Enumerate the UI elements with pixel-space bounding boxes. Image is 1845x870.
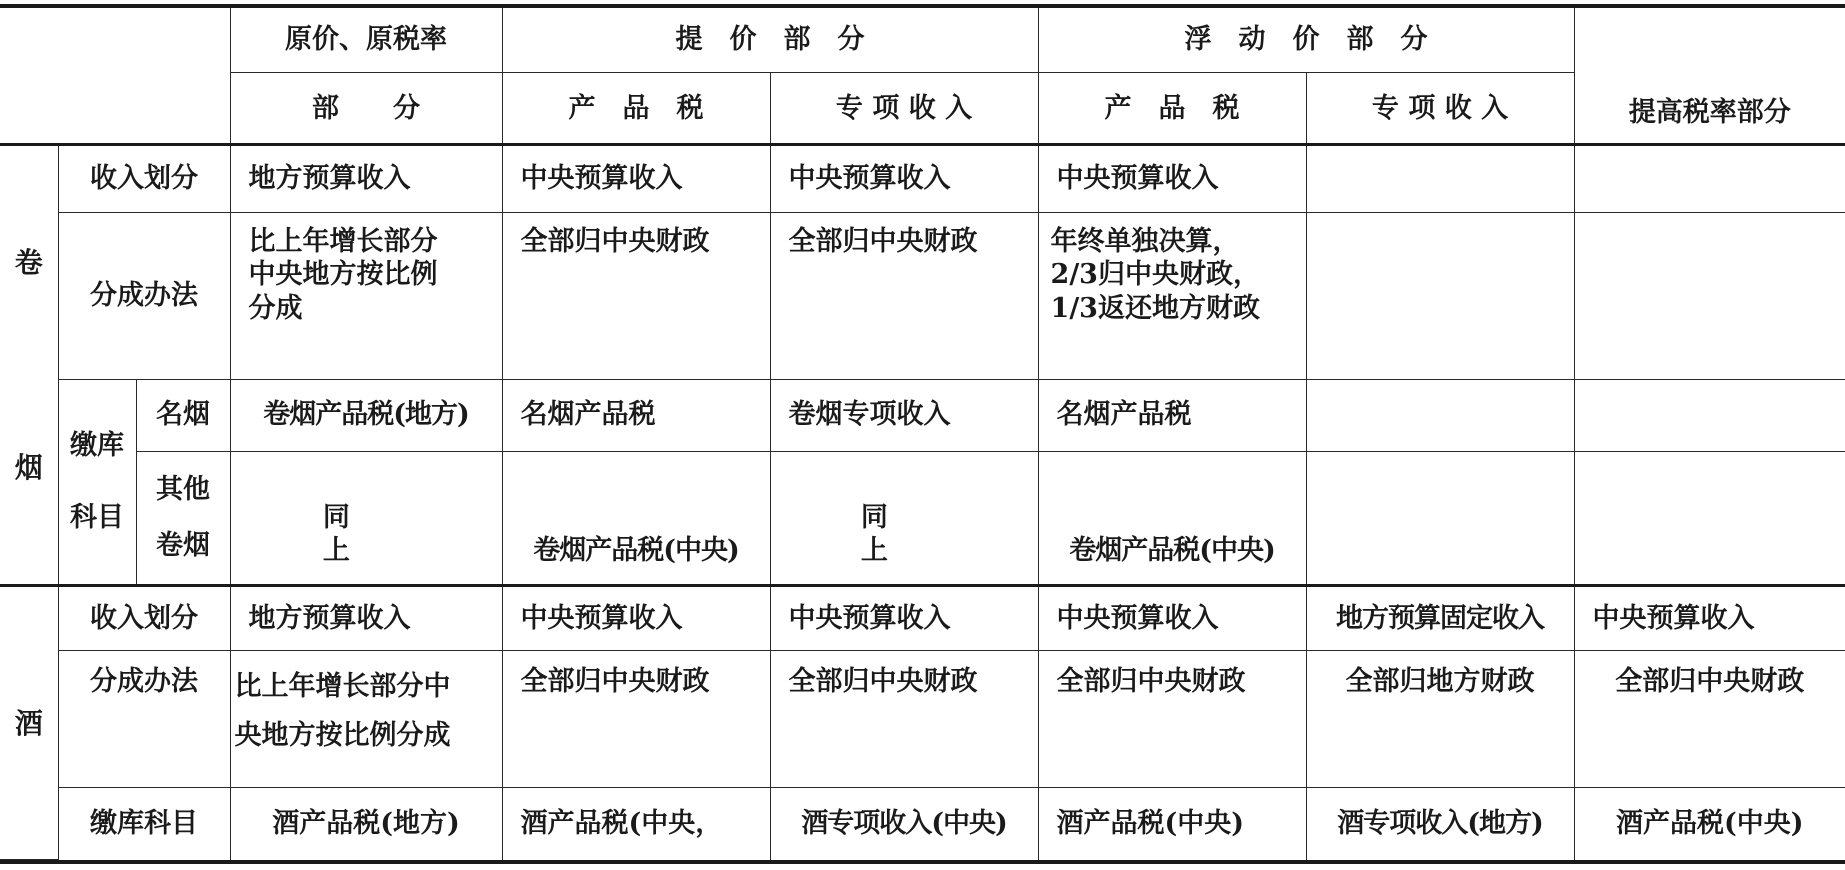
table-cell: 中央预算收入 [1038,586,1306,651]
cigarette-label-bottom: 烟 [14,451,43,485]
table-cell: 中央预算收入 [1038,145,1306,212]
row-label: 收入划分 [58,586,230,651]
table-cell [1306,212,1574,379]
table-cell: 中央预算收入 [1574,586,1845,651]
row-label-other-cigarette [136,451,230,586]
table-cell [1574,379,1845,451]
table-cell: 比上年增长部分 中央地方按比例 分成 [230,212,502,379]
table-cell: 卷烟产品税(中央) [1038,451,1306,586]
header-raise-special-income: 专 项 收 入 [770,73,1038,145]
cigarette-other-row-top [0,451,1845,518]
table-cell: 地方预算收入 [230,586,502,651]
revenue-sharing-table [0,8,1845,860]
table-cell [1574,212,1845,379]
row-label: 分成办法 [58,212,230,379]
table-cell [1306,145,1574,212]
other-label-line2: 卷烟 [156,529,211,561]
cigarette-income-row [0,145,1845,212]
table-cell: 比上年增长部分中 央地方按比例分成 [230,651,502,788]
header-float-special-income: 专 项 收 入 [1306,73,1574,145]
table-cell: 酒专项收入(地方) [1306,788,1574,860]
table-cell: 全部归地方财政 [1306,651,1574,788]
table-cell: 名烟产品税 [1038,379,1306,451]
table-cell: 同 上 [230,451,502,586]
table-cell: 中央预算收入 [502,586,770,651]
table-cell [1306,379,1574,451]
table-cell: 中央预算收入 [502,145,770,212]
treasury-label-line1: 缴库 [70,430,124,462]
table-cell: 酒产品税(中央) [1574,788,1845,860]
table-cell: 酒产品税(地方) [230,788,502,860]
table-cell [1574,451,1845,586]
table-cell: 全部归中央财政 [770,212,1038,379]
table-bottom-rule [0,860,1845,864]
header-row-2 [0,73,1845,145]
table-cell: 全部归中央财政 [502,651,770,788]
row-label: 收入划分 [58,145,230,212]
header-raise-product-tax: 产 品 税 [502,73,770,145]
table-cell: 中央预算收入 [770,586,1038,651]
table-cell: 名烟产品税 [502,379,770,451]
table-cell: 全部归中央财政 [502,212,770,379]
liquor-income-row [0,586,1845,651]
table-cell: 地方预算收入 [230,145,502,212]
liquor-treasury-row [0,788,1845,860]
table-cell: 卷烟产品税(地方) [230,379,502,451]
corner-cell [0,8,230,145]
table-cell: 地方预算固定收入 [1306,586,1574,651]
header-original-line1: 原价、原税率 [230,8,502,73]
table-cell: 全部归中央财政 [770,651,1038,788]
header-original-line2: 部 分 [230,73,502,145]
header-raise-group: 提 价 部 分 [502,8,1038,73]
liquor-sharing-row [0,651,1845,788]
cigarette-sharing-row [0,212,1845,379]
table-cell: 同 上 [770,451,1038,586]
table-cell: 酒专项收入(中央) [770,788,1038,860]
header-row-1 [0,8,1845,73]
table-cell: 年终单独决算， 2/3归中央财政， 1/3返还地方财政 [1038,212,1306,379]
header-float-product-tax: 产 品 税 [1038,73,1306,145]
liquor-category-label: 酒 [0,586,58,860]
table-cell: 中央预算收入 [770,145,1038,212]
row-label: 名烟 [136,379,230,451]
header-float-group: 浮 动 价 部 分 [1038,8,1574,73]
header-raise-rate: 提高税率部分 [1574,8,1845,145]
table-cell [1574,145,1845,212]
cigarette-famous-row [0,379,1845,451]
table-cell: 全部归中央财政 [1574,651,1845,788]
row-label: 分成办法 [58,651,230,788]
table-cell [1306,451,1574,586]
treasury-subject-label [58,379,136,585]
table-cell: 全部归中央财政 [1038,651,1306,788]
other-label-line1: 其他 [156,474,211,506]
table-cell: 卷烟专项收入 [770,379,1038,451]
row-label: 缴库科目 [58,788,230,860]
table-cell: 卷烟产品税(中央) [502,451,770,586]
cigarette-category-label [0,145,58,586]
treasury-label-line2: 科目 [70,501,124,533]
table-cell: 酒产品税(中央) [1038,788,1306,860]
table-cell: 酒产品税(中央， [502,788,770,860]
cigarette-label-top: 卷 [14,246,43,280]
